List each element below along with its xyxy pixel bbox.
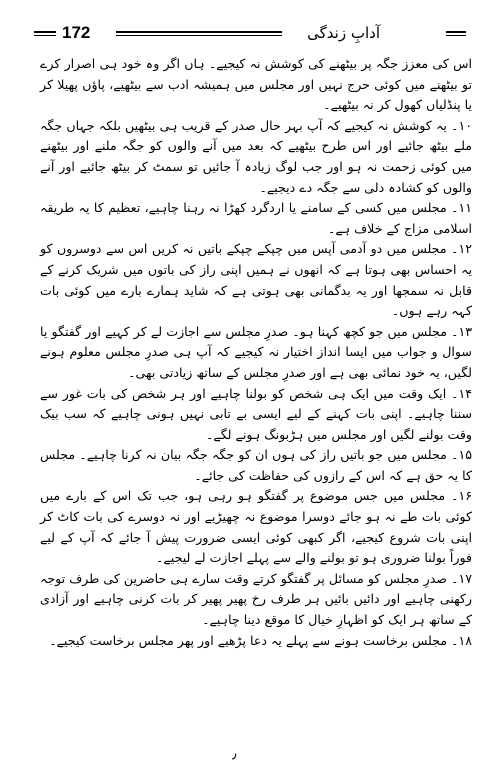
page-body bbox=[40, 54, 472, 651]
header-rule bbox=[446, 31, 466, 33]
page-header bbox=[34, 22, 466, 46]
paragraph-17: ۱۷۔ صدرِ مجلس کو مسائل پر گفتگو کرتے وقت سارے ہی حاضرین کی طرف توجہ رکھنی چاہیے اور دائیں بائیں ہر طرف رخ پھیر پھیر کر بات کرنی چاہیے اور آزادی کے ساتھ ہر ایک کو اظہارِ خیال کا موقع دینا چاہیے۔ bbox=[40, 570, 472, 628]
paragraph-12: ۱۲۔ مجلس میں دو آدمی آپس میں چپکے چپکے باتیں نہ کریں اس سے دوسروں کو یہ احساس بھی ہوتا ہے کہ انھوں نے ہمیں اپنی راز کی باتوں میں شریک کرنے کے قابل نہ سمجھا اور یہ بدگمانی بھی ہوتی ہے کہ شاید ہمارے بارے میں کوئی بات کہہ رہے ہوں۔ bbox=[40, 241, 472, 319]
page-number: 172 bbox=[62, 23, 91, 42]
paragraph-16: ۱۶۔ مجلس میں جس موضوع پر گفتگو ہو رہی ہو، جب تک اس کے بارے میں کوئی بات طے نہ ہو جائے دوسرا موضوع نہ چھیڑیے اور نہ دوسرے کی بات کاٹ کر اپنی بات شروع کیجیے، اگر کبھی کوئی ایسی ضرورت پیش آ جائے کہ آپ کے لیے فوراً بولنا ضروری ہو تو بولنے والے سے پہلے اجازت لے لیجیے۔ bbox=[40, 488, 472, 566]
header-rule bbox=[446, 35, 466, 36]
header-rule bbox=[34, 35, 56, 36]
header-rule bbox=[34, 31, 56, 33]
footer-mark: ٫ bbox=[232, 746, 237, 762]
paragraph-intro: اس کی معزز جگہ پر بیٹھنے کی کوشش نہ کیجیے۔ ہاں اگر وہ خود ہی اصرار کرے تو بیٹھنے میں کوئی حرج نہیں اور مجلس میں ہمیشہ ادب سے بیٹھیے، پاؤں پھیلا کر یا پنڈلیاں کھول کر نہ بیٹھیے۔ bbox=[40, 56, 472, 113]
running-title: آدابِ زندگی bbox=[307, 24, 380, 42]
header-rule bbox=[116, 31, 282, 33]
paragraph-14: ۱۴۔ ایک وقت میں ایک ہی شخص کو بولنا چاہیے اور ہر شخص کی بات غور سے سننا چاہیے۔ اپنی بات کہنے کے لیے ایسی بے تابی نہیں ہونی چاہیے کہ سب بیک وقت بولنے لگیں اور مجلس میں ہڑبونگ ہونے لگے۔ bbox=[40, 385, 472, 442]
paragraph-13: ۱۳۔ مجلس میں جو کچھ کہنا ہو۔ صدرِ مجلس سے اجازت لے کر کہیے اور گفتگو یا سوال و جواب میں ایسا انداز اختیار نہ کیجیے کہ آپ ہی صدرِ مجلس معلوم ہونے لگیں، یہ خود نمائی بھی ہے اور صدرِ مجلس کے ساتھ زیادتی بھی۔ bbox=[40, 323, 472, 380]
paragraph-15: ۱۵۔ مجلس میں جو باتیں راز کی ہوں ان کو جگہ جگہ بیان نہ کرنا چاہیے۔ مجلس کا یہ حق ہے کہ اس کے رازوں کی حفاظت کی جائے۔ bbox=[40, 447, 472, 483]
paragraph-18: ۱۸۔ مجلس برخاست ہونے سے پہلے یہ دعا پڑھیے اور پھر مجلس برخاست کیجیے۔ bbox=[49, 632, 472, 648]
paragraph-11: ۱۱۔ مجلس میں کسی کے سامنے یا اردگرد کھڑا نہ رہنا چاہیے، تعظیم کا یہ طریقہ اسلامی مزاج کے خلاف ہے۔ bbox=[40, 200, 472, 236]
header-rule bbox=[116, 35, 282, 36]
paragraph-10: ۱۰۔ یہ کوشش نہ کیجیے کہ آپ بہر حال صدر کے قریب ہی بیٹھیں بلکہ جہاں جگہ ملے بیٹھ جائیے اور اس طرح بیٹھیے کہ بعد میں آنے والوں کو جگہ ملنے اور بیٹھنے میں کوئی زحمت نہ ہو اور جب لوگ زیادہ آ جائیں تو سمٹ کر بیٹھ جائیے اور آنے والوں کو کشادہ دلی سے جگہ دے دیجیے۔ bbox=[40, 117, 472, 195]
